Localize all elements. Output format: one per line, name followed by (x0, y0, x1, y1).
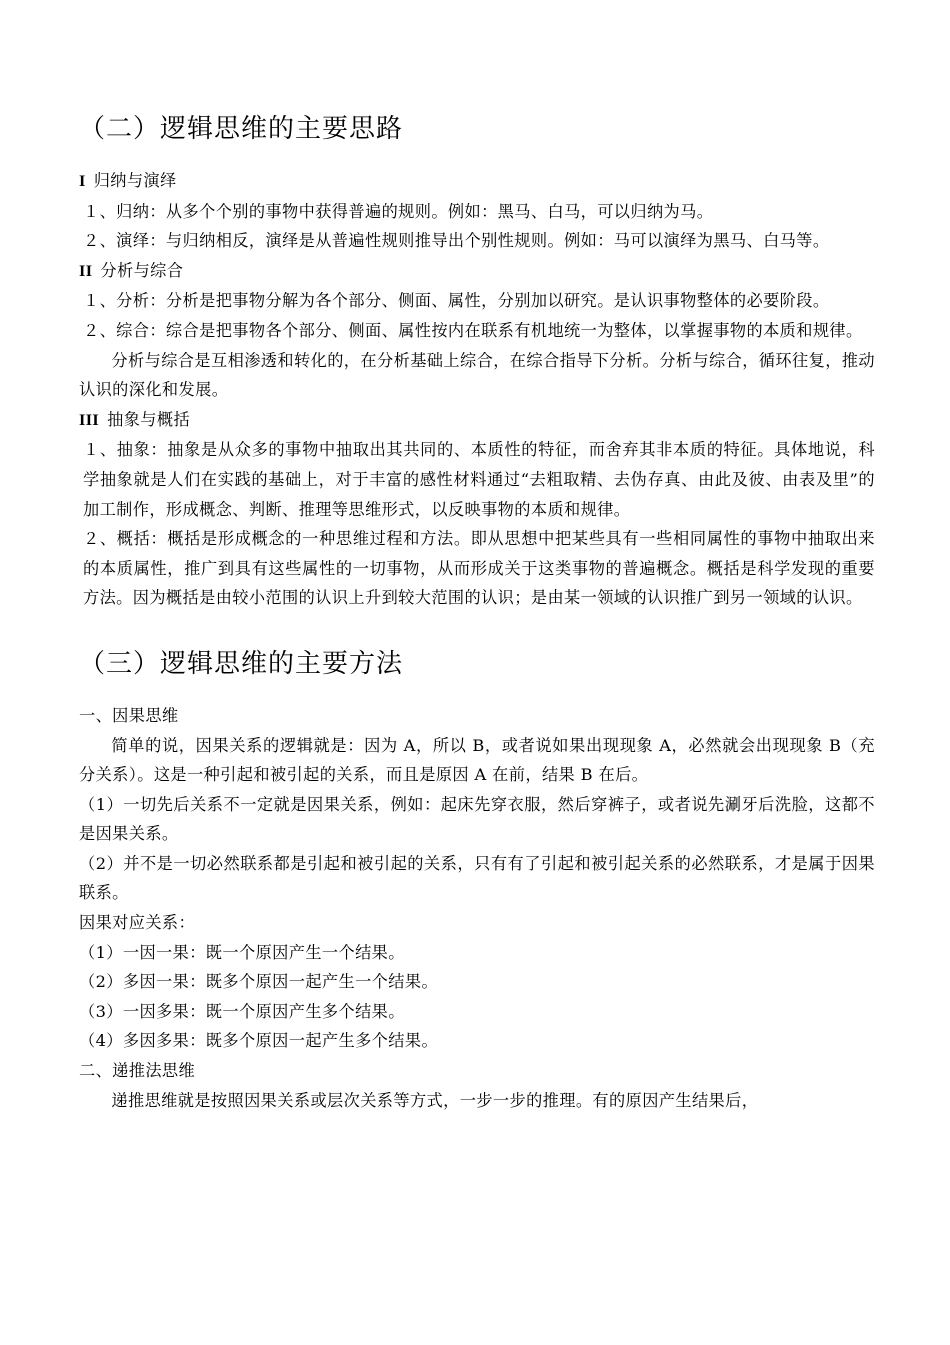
paragraph-synthesis: ２、综合：综合是把事物各个部分、侧面、属性按内在联系有机地统一为整体，以掌握事物的本质和规律。 (83, 320, 863, 340)
roman-numeral: I (79, 172, 86, 190)
paragraph-recursive-intro: 递推思维就是按照因果关系或层次关系等方式，一步一步的推理。有的原因产生结果后， (111, 1090, 759, 1110)
paragraph-generalization: ２、概括：概括是形成概念的一种思维过程和方法。即从思想中把某些具有一些相同属性的事物中抽取出来的本质属性，推广到具有这些属性的一切事物，从而形成关于这类事物的普遍概念。概括是科学发现的重要方法。因为概括是由较小范围的认识上升到较大范围的认识；是由某一领域的认识推广到另一领域的认识。 (83, 529, 875, 608)
group-heading-text: 归纳与演绎 (93, 171, 177, 190)
group-heading-text: 分析与综合 (100, 260, 184, 280)
part-heading-recursive: 二、递推法思维 (79, 1061, 196, 1081)
group-heading-text: 抽象与概括 (107, 409, 191, 429)
paragraph-induction: １、归纳：从多个个别的事物中获得普遍的规则。例如：黑马、白马，可以归纳为马。 (83, 201, 714, 221)
causal-types-heading: 因果对应关系： (79, 913, 196, 933)
paragraph-analysis: １、分析：分析是把事物分解为各个部分、侧面、属性，分别加以研究。是认识事物整体的必要阶段。 (83, 291, 830, 311)
paragraph-deduction: ２、演绎：与归纳相反，演绎是从普遍性规则推导出个别性规则。例如：马可以演绎为黑马、白马等。 (83, 231, 830, 251)
paragraph-analysis-synthesis-note: 分析与综合是互相渗透和转化的，在分析基础上综合，在综合指导下分析。分析与综合，循环往复，推动认识的深化和发展。 (79, 350, 875, 400)
causal-type-item: （4）多因多果：既多个原因一起产生多个结果。 (79, 1031, 439, 1051)
section-title-logic-approaches: （二）逻辑思维的主要思路 (79, 114, 404, 144)
group-heading-abstraction-generalization (79, 405, 875, 436)
paragraph-abstraction: １、抽象：抽象是从众多的事物中抽取出其共同的、本质性的特征，而舍弃其非本质的特征。具体地说，科学抽象就是人们在实践的基础上，对于丰富的感性材料通过“去粗取精、去伪存真、由此及彼、由表及里”的加工制作，形成概念、判断、推理等思维形式，以反映事物的本质和规律。 (83, 440, 875, 519)
paragraph-causal-point-1: （1）一切先后关系不一定就是因果关系，例如：起床先穿衣服，然后穿裤子，或者说先涮牙后洗脸，这都不是因果关系。 (79, 794, 875, 844)
section-body-logic-approaches (79, 166, 875, 613)
roman-numeral: III (79, 410, 100, 429)
causal-type-item: （1）一因一果：既一个原因产生一个结果。 (79, 942, 405, 962)
causal-type-item: （3）一因多果：既一个原因产生多个结果。 (79, 1001, 405, 1021)
section-body-logic-methods (79, 701, 875, 1115)
part-heading-causal: 一、因果思维 (79, 705, 179, 725)
group-heading-induction-deduction (79, 166, 875, 197)
causal-type-item: （2）多因一果：既多个原因一起产生一个结果。 (79, 972, 439, 992)
section-title-logic-methods: （三）逻辑思维的主要方法 (79, 648, 404, 679)
document-page (79, 0, 875, 1115)
roman-numeral: II (79, 261, 93, 280)
paragraph-causal-intro: 简单的说，因果关系的逻辑就是：因为 A，所以 B，或者说如果出现现象 A，必然就会出现现象 B（充分关系）。这是一种引起和被引起的关系，而且是原因 A 在前，结果 B 在后。 (79, 735, 875, 785)
group-heading-analysis-synthesis (79, 256, 875, 287)
paragraph-causal-point-2: （2）并不是一切必然联系都是引起和被引起的关系，只有有了引起和被引起关系的必然联系，才是属于因果联系。 (79, 853, 875, 903)
